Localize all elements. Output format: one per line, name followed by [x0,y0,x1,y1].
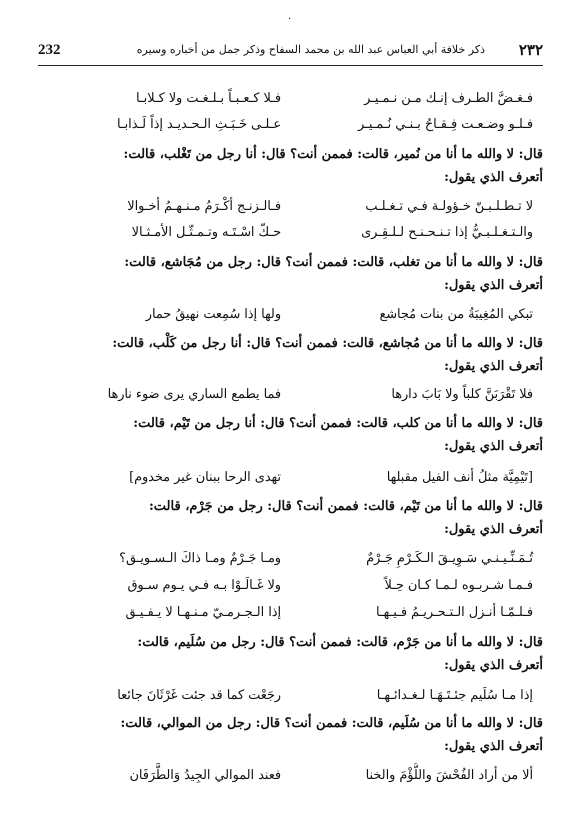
verse-line [38,220,543,246]
verse-first-hemistich: [تَيْمِيَّة مثلُ أنف الفيل مقبلها [386,470,533,485]
verse-first-hemistich: فـلـو وضـعـت فِـقـاحُ بـنـي نُـمـيـر [358,117,533,132]
verse-first-hemistich: فـغـضَّ الطـرف إنـك مـن نـمـيـر [364,91,533,106]
verse-second-hemistich: رجَعْت كما قد جئت غَرْثَانَ جائعا [117,688,281,703]
verse-first-hemistich: فلا تَقْرَبَنَّ كلباً ولا بَابَ دارها [391,387,533,402]
prose-line: أتعرف الذي يقول: [444,170,543,185]
verse-second-hemistich: عـلـى خَـبَـثِ الـحـديـد إذاً لَـذابـا [116,117,281,132]
prose-line: قال: لا والله ما أنا من مُجاشع، قالت: فممن أنت؟ قال: أنا رجل من كَلْب، قالت: [112,336,543,351]
prose-line: أتعرف الذي يقول: [444,439,543,454]
verse-second-hemistich: فعند الموالي الجِيدُ وَالطَّرَفَان [129,768,281,783]
verse-line [38,302,543,328]
verse-second-hemistich: فـالـزنـج أكْـرَمُ مـنـهـمُ أخـوالا [127,199,281,214]
verse-first-hemistich: تُـمَـنِّـيـنـي سَـوِيـقَ الـكَـرْمِ جَـرْمٌ [366,551,533,566]
prose-line: قال: لا والله ما أنا من نُمير، قالت: فممن أنت؟ قال: أنا رجل من تَغْلب، قالت: [123,147,543,162]
verse-second-hemistich: فـلا كـعـبـاً بـلـغـت ولا كـلابـا [136,91,281,106]
page-dot: · [288,14,292,25]
verse-line [38,112,543,138]
prose-line: قال: لا والله ما أنا من جَرْم، قالت: فممن أنت؟ قال: رجل من سُلَيم، قالت: [137,635,543,650]
verse-line [38,194,543,220]
verse-line [38,546,543,572]
verse-first-hemistich: والـتـغـلـبـيُّ إذا تـنـحـنـح لـلـقِـرى [361,225,533,240]
verse-line [38,465,543,491]
verse-first-hemistich: فـمـا شـربـوه لـمـا كـان حِـلاً [384,578,533,593]
verse-line [38,382,543,408]
verse-first-hemistich: فـلـمّـا أنـزل الـتـحـريـمُ فـيـهـا [375,605,533,620]
running-title: ذكر خلافة أبي العباس عبد الله بن محمد السفاح وذكر جمل من أخباره وسيره [136,43,485,56]
verse-second-hemistich: ولها إذا سُمِعت نهيقُ حمار [145,307,281,322]
verse-second-hemistich: ولا غَـالَـوْا بـه فـي يـوم سـوق [127,578,281,593]
verse-second-hemistich: تهدى الرحا ببنان غير مخدوم] [129,470,281,485]
verse-line [38,600,543,626]
verse-first-hemistich: إذا مـا سُلَيم جئـتَـهَـا لـغـدائـهـا [376,688,533,703]
verse-line [38,573,543,599]
prose-line: أتعرف الذي يقول: [444,658,543,673]
verse-second-hemistich: ومـا جَـرْمٌ ومـا ذاكَ الـسـويـق؟ [119,551,281,566]
verse-second-hemistich: إذا الـجـرمـيّ مـنـهـا لا يـفـيـق [125,605,281,620]
page-header [38,42,543,60]
verse-line [38,683,543,709]
verse-first-hemistich: لا تـطـلـبـنّ خـؤولـة فـي تـغـلـب [365,199,533,214]
prose-line: قال: لا والله ما أنا من تغلب، قالت: فممن أنت؟ قال: رجل من مُجَاشع، قالت: [124,255,543,270]
prose-line: أتعرف الذي يقول: [444,739,543,754]
prose-line: قال: لا والله ما أنا من سُلَيم، قالت: فممن أنت؟ قال: رجل من الموالي، قالت: [120,716,543,731]
verse-second-hemistich: فما يطمع الساري يرى ضوء نارها [107,387,281,402]
verse-first-hemistich: ألا من أراد الفُحْشَ واللُّؤْمَ والخنا [365,768,533,783]
verse-second-hemistich: حـكّ اسْـتَـه وتـمـثّـل الأمـثـالا [131,225,281,240]
prose-line: قال: لا والله ما أنا من تَيْم، قالت: فممن أنت؟ قال: رجل من جَرْم، قالت: [148,499,543,514]
page-number-arabic: ٢٣٢ [518,41,543,59]
verse-line [38,86,543,112]
verse-line [38,763,543,789]
prose-line: أتعرف الذي يقول: [444,359,543,374]
prose-line: أتعرف الذي يقول: [444,278,543,293]
header-rule [38,65,543,66]
verse-first-hemistich: تبكي المُغِيبَةُ من بنات مُجاشع [379,307,533,322]
prose-line: أتعرف الذي يقول: [444,522,543,537]
prose-line: قال: لا والله ما أنا من كلب، قالت: فممن أنت؟ قال: أنا رجل من تَيْم، قالت: [133,416,543,431]
page-number-latin: 232 [38,42,61,58]
